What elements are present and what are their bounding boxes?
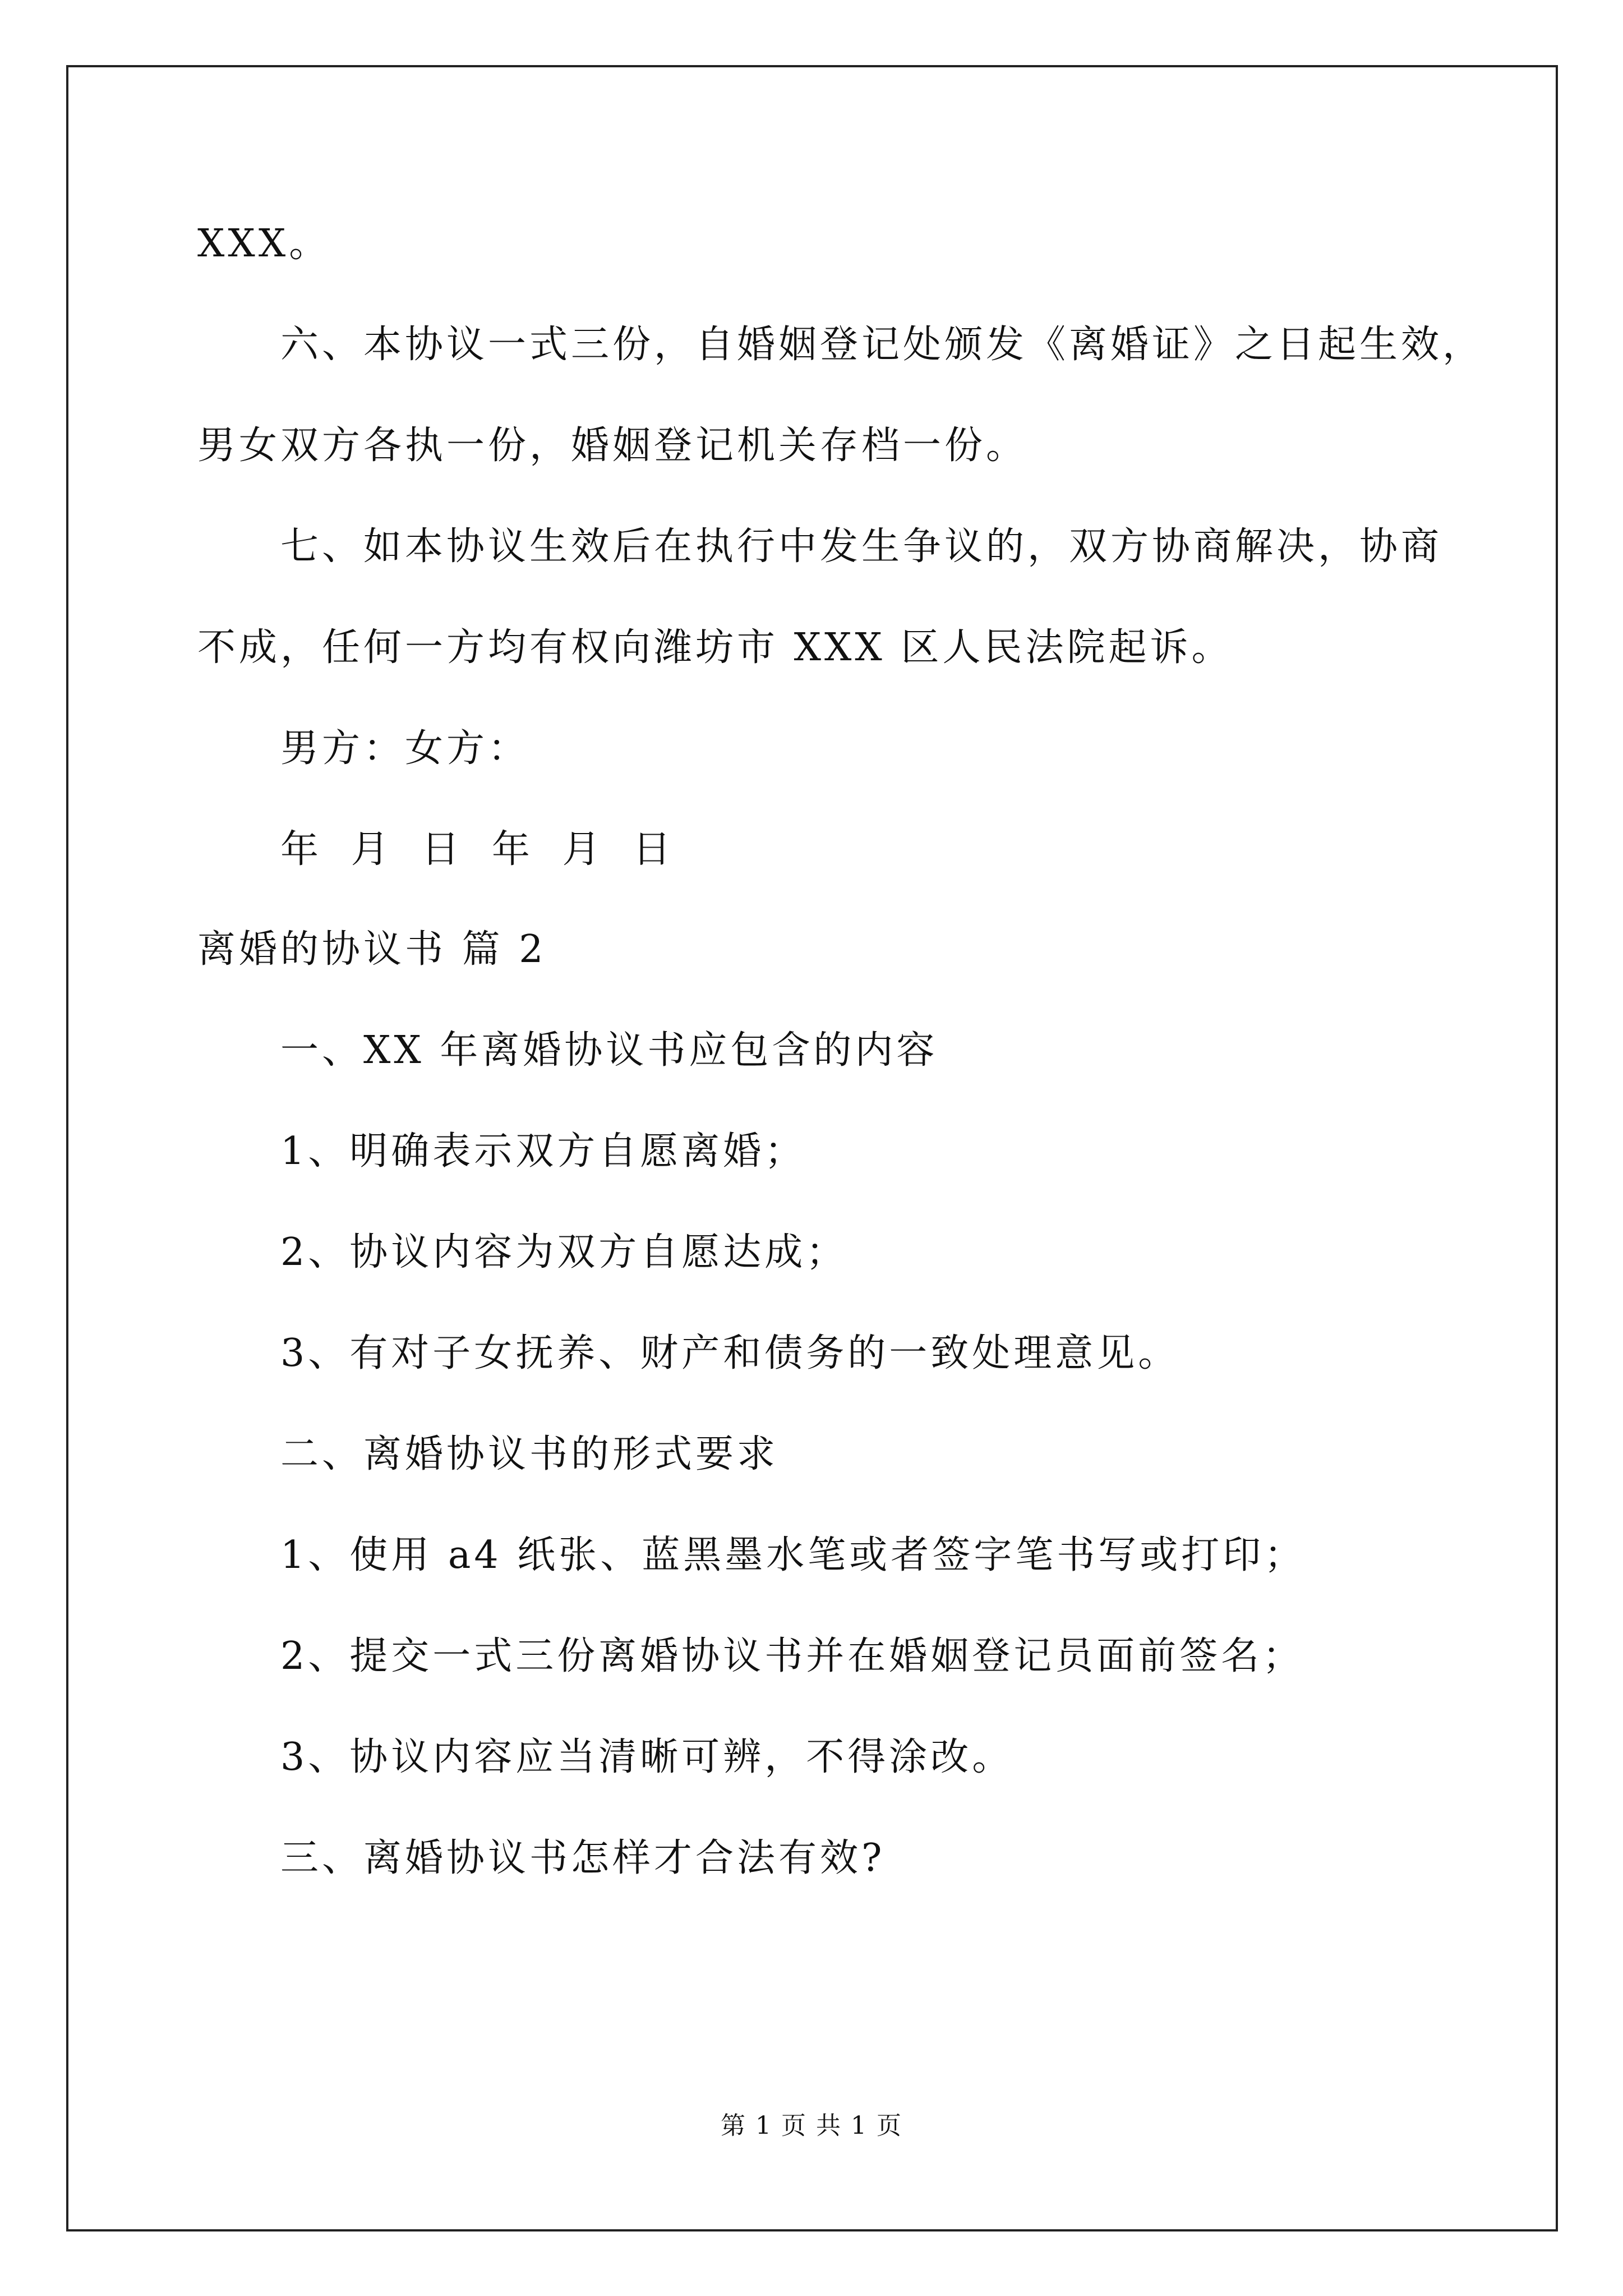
subsection-three-heading: 三、离婚协议书怎样才合法有效?	[280, 1836, 886, 1880]
paragraph-six-line-1: 六、本协议一式三份，自婚姻登记处颁发《离婚证》之日起生效，	[280, 323, 1484, 367]
section-heading: 离婚的协议书 篇 2	[197, 927, 547, 972]
paragraph-seven-line-1: 七、如本协议生效后在执行中发生争议的，双方协商解决，协商	[280, 524, 1443, 569]
text-line: XXX。	[197, 222, 331, 266]
signature-dates: 年 月 日 年 月 日	[280, 827, 681, 872]
list-item: 1、使用 a4 纸张、蓝黑墨水笔或者签字笔书写或打印；	[280, 1533, 1306, 1577]
list-item: 1、明确表示双方自愿离婚；	[280, 1129, 806, 1174]
signature-parties: 男方：女方：	[280, 726, 530, 771]
list-item: 2、协议内容为双方自愿达成；	[280, 1230, 848, 1274]
list-item: 3、协议内容应当清晰可辨，不得涂改。	[280, 1735, 1014, 1779]
list-item: 3、有对子女抚养、财产和债务的一致处理意见。	[280, 1331, 1180, 1375]
paragraph-six-line-2: 男女双方各执一份，婚姻登记机关存档一份。	[197, 424, 1028, 468]
page-footer: 第 1 页 共 1 页	[721, 2111, 902, 2140]
paragraph-seven-line-2: 不成，任何一方均有权向潍坊市 XXX 区人民法院起诉。	[197, 625, 1233, 670]
subsection-one-heading: 一、XX 年离婚协议书应包含的内容	[280, 1028, 938, 1073]
list-item: 2、提交一式三份离婚协议书并在婚姻登记员面前签名；	[280, 1634, 1304, 1678]
subsection-two-heading: 二、离婚协议书的形式要求	[280, 1432, 779, 1476]
